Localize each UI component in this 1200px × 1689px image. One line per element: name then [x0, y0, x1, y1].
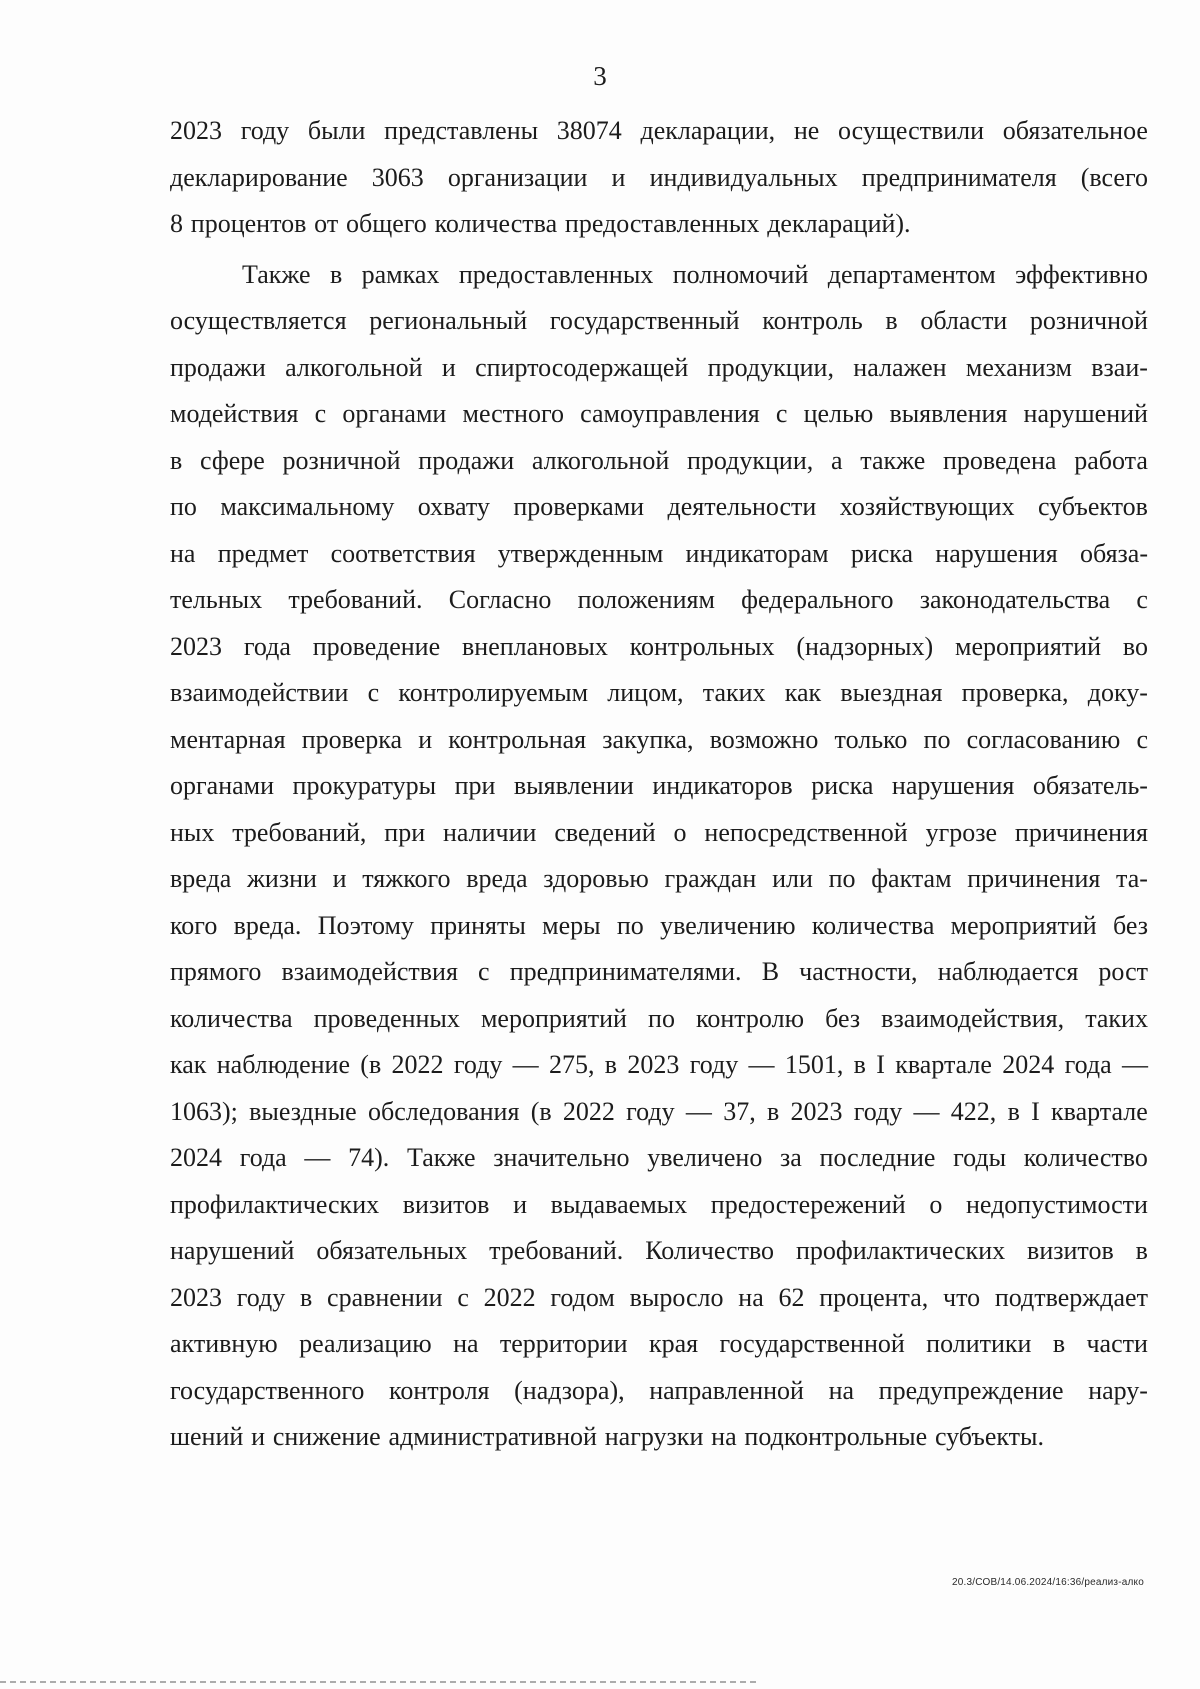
text-line	[170, 155, 1148, 202]
text-line	[170, 484, 1148, 531]
word: риска	[811, 771, 874, 800]
word: в	[170, 445, 183, 475]
paragraph-2	[170, 252, 1148, 1461]
word: осуществили	[838, 116, 985, 145]
word: таких	[702, 678, 766, 707]
word: с	[1136, 724, 1148, 754]
word: розничной	[282, 445, 401, 475]
word: области	[920, 306, 1008, 335]
word: году	[240, 116, 290, 145]
text-line	[170, 201, 1148, 248]
word: организации	[447, 162, 588, 192]
word: обязатель-	[1032, 771, 1148, 800]
word: в	[300, 1282, 313, 1312]
word: кого	[170, 910, 218, 940]
word: сведений	[554, 817, 656, 847]
word: нарушения	[935, 538, 1058, 568]
text-line	[170, 1182, 1148, 1229]
word: субъектов	[1037, 492, 1148, 521]
word: контрольных	[629, 631, 775, 661]
word: индикаторам	[685, 538, 829, 568]
word: требований.	[288, 585, 423, 614]
word: обследования	[367, 1096, 520, 1126]
word: вреда.	[233, 910, 302, 940]
word: и	[251, 1422, 266, 1451]
word: обяза-	[1079, 538, 1148, 568]
word: проверками	[513, 492, 645, 521]
word: в	[885, 306, 898, 335]
word: количество	[1023, 1143, 1148, 1172]
word: шений	[170, 1422, 244, 1451]
word: выездные	[249, 1096, 357, 1126]
word: внеплановых	[462, 631, 608, 661]
word: 38074	[556, 116, 622, 145]
word: были	[307, 116, 366, 145]
word: продукции,	[686, 445, 814, 475]
word: хозяйствующих	[839, 492, 1015, 521]
word: та-	[1116, 864, 1148, 893]
word: мероприятий	[950, 910, 1097, 940]
word: эффективно	[1015, 259, 1148, 289]
word: контроль	[762, 306, 863, 335]
word: возможно	[709, 724, 819, 754]
word: выездная	[840, 678, 943, 707]
word: и	[332, 864, 347, 893]
word: на	[828, 1375, 855, 1405]
word: индикаторов	[652, 771, 793, 800]
word: продажи	[170, 352, 266, 382]
text-line	[170, 1228, 1148, 1275]
word: контроля	[389, 1375, 490, 1405]
text-line	[170, 949, 1148, 996]
word: максимальному	[220, 492, 395, 521]
word: и	[513, 1189, 528, 1219]
text-line	[170, 670, 1148, 717]
word: наличии	[442, 817, 537, 847]
word: работа	[1074, 445, 1148, 475]
text-line	[170, 624, 1148, 671]
scan-edge-divider	[0, 1681, 760, 1683]
word: по	[170, 492, 197, 521]
word: что	[943, 1282, 981, 1312]
word: квартале	[1051, 1096, 1148, 1126]
word: году	[853, 1096, 903, 1126]
word: тельных	[170, 585, 263, 614]
word: годом	[550, 1282, 615, 1312]
word: снижение	[272, 1422, 381, 1451]
word: закупка,	[602, 724, 694, 754]
word: региональный	[369, 306, 528, 335]
word: контролю	[696, 1003, 804, 1033]
word: в	[329, 259, 343, 289]
word: профилактических	[796, 1236, 1006, 1265]
word: соответствия	[330, 538, 476, 568]
word: только	[834, 724, 908, 754]
word: увеличению	[660, 910, 796, 940]
text-line	[170, 108, 1148, 155]
text-line	[170, 1321, 1148, 1368]
word: и	[418, 724, 433, 754]
word: подтверждает	[994, 1282, 1148, 1312]
word: а	[830, 445, 843, 475]
word: проверка	[301, 724, 403, 754]
word: 8	[170, 209, 183, 238]
word: значительно	[493, 1143, 630, 1172]
text-line	[170, 345, 1148, 392]
word: контролируемым	[398, 678, 589, 707]
word: 1501,	[784, 1050, 844, 1079]
word: нарушений	[170, 1236, 295, 1265]
word: по	[923, 724, 951, 754]
word: розничной	[1029, 306, 1148, 335]
word: направленной	[649, 1375, 804, 1405]
word: прямого	[170, 957, 262, 986]
word: при	[384, 817, 426, 847]
word: проверка,	[961, 678, 1069, 707]
word: года	[239, 1143, 287, 1172]
word: —	[748, 1050, 775, 1079]
text-line	[170, 531, 1148, 578]
word: тяжкого	[362, 864, 451, 893]
word: года	[243, 631, 291, 661]
word: наблюдается	[937, 957, 1079, 986]
word: контрольная	[448, 724, 587, 754]
word: причинения	[967, 864, 1101, 893]
word: предупреждение	[878, 1375, 1064, 1405]
word: 2022	[562, 1096, 615, 1126]
text-line	[170, 856, 1148, 903]
word: частности,	[799, 957, 918, 986]
text-line	[170, 996, 1148, 1043]
word: взаимодействия,	[881, 1003, 1065, 1033]
word: без	[825, 1003, 861, 1033]
word: и	[441, 352, 456, 382]
word: 2023	[790, 1096, 843, 1126]
text-line	[170, 717, 1148, 764]
word: части	[1086, 1329, 1148, 1358]
word: продажи	[418, 445, 515, 475]
word: государственный	[549, 306, 740, 335]
word: нагрузки	[604, 1422, 704, 1451]
word: во	[1122, 631, 1148, 661]
word: фактам	[871, 864, 952, 893]
word: проведение	[312, 631, 441, 661]
word: территории	[499, 1329, 628, 1358]
word: по	[828, 864, 856, 893]
word: Также	[406, 1143, 476, 1172]
word: Количество	[645, 1236, 775, 1265]
word: Поэтому	[317, 910, 414, 940]
word: 422,	[950, 1096, 997, 1126]
word: охвату	[417, 492, 490, 521]
word: 62	[778, 1282, 805, 1312]
word: нару-	[1088, 1375, 1148, 1405]
word: в	[604, 1050, 618, 1079]
word: профилактических	[170, 1189, 380, 1219]
word: 2022	[483, 1282, 536, 1312]
word: вреда	[170, 864, 232, 893]
word: визитов	[1027, 1236, 1114, 1265]
word: спиртосодержащей	[475, 352, 689, 382]
word: 2024	[170, 1143, 222, 1172]
text-line	[170, 763, 1148, 810]
word: целью	[803, 399, 874, 428]
word: (надзора),	[514, 1375, 625, 1405]
word: прокуратуры	[292, 771, 437, 800]
word: причинения	[1014, 817, 1148, 847]
word: реализацию	[299, 1329, 432, 1358]
word: также	[860, 445, 926, 475]
word: —	[685, 1096, 712, 1126]
word: края	[648, 1329, 699, 1358]
word: сравнении	[327, 1282, 443, 1312]
word: 2023	[170, 116, 222, 145]
text-line	[170, 298, 1148, 345]
word: о	[929, 1189, 943, 1219]
word: без	[1112, 910, 1148, 940]
word: году	[689, 1050, 739, 1079]
word: требований.	[489, 1236, 624, 1265]
word: на	[453, 1329, 479, 1358]
word: как	[784, 678, 822, 707]
word: I	[876, 1050, 885, 1079]
word: недопустимости	[965, 1189, 1148, 1219]
word: алкогольной	[285, 352, 423, 382]
word: 3063	[371, 162, 424, 192]
word: согласованию	[966, 724, 1121, 754]
word: индивидуальных	[649, 162, 838, 192]
word: наблюдение	[216, 1050, 350, 1079]
text-line	[170, 903, 1148, 950]
word: на	[170, 538, 196, 568]
word: о	[673, 817, 687, 847]
word: на	[738, 1282, 764, 1312]
word: обязательное	[1002, 116, 1148, 145]
word: от	[314, 209, 339, 238]
word: мероприятий	[955, 631, 1101, 661]
page-number: 3	[593, 61, 607, 91]
text-line	[170, 1089, 1148, 1136]
word: предостережений	[710, 1189, 906, 1219]
word: требований,	[232, 817, 367, 847]
word: (надзорных)	[796, 631, 934, 661]
word: с	[457, 1282, 469, 1312]
word: (в	[530, 1096, 552, 1126]
word: ных	[170, 817, 215, 847]
word: самоуправления	[580, 399, 760, 428]
text-line	[170, 1135, 1148, 1182]
word: (в	[360, 1050, 382, 1079]
text-line	[170, 1414, 1148, 1461]
word: сфере	[200, 445, 265, 475]
word: (всего	[1080, 162, 1148, 192]
word: вреда	[466, 864, 528, 893]
word: алкогольной	[531, 445, 670, 475]
word: налажен	[853, 352, 947, 382]
word: 275,	[548, 1050, 595, 1079]
word: федерального	[741, 585, 894, 614]
text-line	[170, 438, 1148, 485]
word: здоровью	[543, 864, 649, 893]
word: административной	[388, 1422, 597, 1451]
word: процентов	[190, 209, 307, 238]
word: деклараций).	[767, 209, 911, 238]
word: количества	[811, 910, 935, 940]
word: за	[780, 1143, 802, 1172]
word: визитов	[402, 1189, 490, 1219]
text-line	[170, 810, 1148, 857]
word: модействия	[170, 399, 299, 428]
word: 2023	[627, 1050, 680, 1079]
word: с	[367, 678, 380, 707]
word: в	[766, 1096, 780, 1126]
word: активную	[170, 1329, 278, 1358]
word: подконтрольные	[744, 1422, 928, 1451]
word: органами	[342, 399, 447, 428]
word: угрозе	[925, 817, 998, 847]
word: не	[793, 116, 820, 145]
word: общего	[346, 209, 427, 238]
word: нарушения	[891, 771, 1015, 800]
word: мероприятий	[480, 1003, 627, 1033]
word: с	[314, 399, 327, 428]
word: 74).	[348, 1143, 390, 1172]
word: 2024	[1002, 1050, 1055, 1079]
text-line	[170, 252, 1148, 299]
word: органами	[170, 771, 275, 800]
word: годы	[953, 1143, 1007, 1172]
word: механизм	[965, 352, 1072, 382]
word: представлены	[384, 116, 539, 145]
word: —	[1121, 1050, 1148, 1079]
word: государственной	[719, 1329, 905, 1358]
word: I	[1031, 1096, 1040, 1126]
word: департаментом	[827, 259, 996, 289]
word: или	[772, 864, 813, 893]
word: взаимодействии	[170, 678, 349, 707]
word: и	[611, 162, 626, 192]
paragraph-1	[170, 108, 1148, 248]
word: выявлении	[513, 771, 634, 800]
word: при	[454, 771, 496, 800]
word: Также	[242, 259, 311, 289]
word: 2023	[170, 1282, 222, 1312]
word: процента,	[819, 1282, 929, 1312]
body-text	[170, 108, 1148, 1461]
word: 37,	[723, 1096, 756, 1126]
word: увеличено	[647, 1143, 763, 1172]
word: выросло	[629, 1282, 724, 1312]
word: декларирование	[170, 162, 348, 192]
word: с	[1136, 585, 1148, 614]
word: утвержденным	[497, 538, 664, 568]
word: риска	[850, 538, 914, 568]
word: политики	[926, 1329, 1032, 1358]
word: 2023	[170, 631, 222, 661]
word: таких	[1085, 1003, 1148, 1033]
word: рост	[1098, 957, 1148, 986]
word: положениям	[577, 585, 715, 614]
word: последние	[819, 1143, 936, 1172]
word: в	[853, 1050, 866, 1079]
word: государственного	[170, 1375, 365, 1405]
word: 2022	[391, 1050, 444, 1079]
word: местного	[462, 399, 564, 428]
word: непосредственной	[704, 817, 908, 847]
text-line	[170, 1275, 1148, 1322]
word: в	[1135, 1236, 1148, 1265]
word: году	[453, 1050, 503, 1079]
word: предпринимателями.	[509, 957, 742, 986]
word: проведенных	[313, 1003, 460, 1033]
word: выдаваемых	[550, 1189, 688, 1219]
word: граждан	[664, 864, 757, 893]
word: в	[1007, 1096, 1020, 1126]
word: количества	[434, 209, 558, 238]
word: полномочий	[672, 259, 809, 289]
word: —	[913, 1096, 940, 1126]
word: на	[711, 1422, 737, 1451]
word: законодательства	[919, 585, 1111, 614]
word: деятельности	[667, 492, 817, 521]
word: субъекты.	[934, 1422, 1044, 1451]
word: Согласно	[448, 585, 552, 614]
word: приняты	[430, 910, 526, 940]
word: продукции,	[707, 352, 834, 382]
word: В	[761, 957, 780, 986]
word: доку-	[1087, 678, 1148, 707]
text-line	[170, 391, 1148, 438]
word: предпринимателя	[861, 162, 1057, 192]
text-line	[170, 1368, 1148, 1415]
word: как	[170, 1050, 207, 1079]
word: году	[626, 1096, 675, 1126]
word: в	[1052, 1329, 1066, 1358]
word: декларации,	[640, 116, 776, 145]
word: обязательных	[316, 1236, 468, 1265]
word: 1063);	[170, 1096, 238, 1126]
word: жизни	[246, 864, 317, 893]
word: предоставленных	[458, 259, 654, 289]
word: осуществляется	[170, 306, 347, 335]
word: предмет	[217, 538, 309, 568]
word: количества	[170, 1003, 293, 1033]
word: ментарная	[170, 724, 286, 754]
text-line	[170, 1042, 1148, 1089]
word: —	[512, 1050, 539, 1079]
document-id: 20.3/СОВ/14.06.2024/16:36/реализ-алко	[952, 1577, 1144, 1588]
word: нарушений	[1023, 399, 1148, 428]
word: взаи-	[1091, 352, 1148, 382]
word: предоставленных	[564, 209, 760, 238]
word: году	[236, 1282, 286, 1312]
word: по	[616, 910, 644, 940]
word: с	[478, 957, 490, 986]
word: рамках	[361, 259, 440, 289]
word: с	[775, 399, 788, 428]
word: года	[1064, 1050, 1112, 1079]
text-line	[170, 577, 1148, 624]
word: меры	[542, 910, 601, 940]
word: выявления	[889, 399, 1008, 428]
word: проведена	[943, 445, 1057, 475]
word: —	[304, 1143, 331, 1172]
word: лицом,	[607, 678, 684, 707]
word: квартале	[895, 1050, 992, 1079]
word: взаимодействия	[281, 957, 458, 986]
word: по	[648, 1003, 675, 1033]
